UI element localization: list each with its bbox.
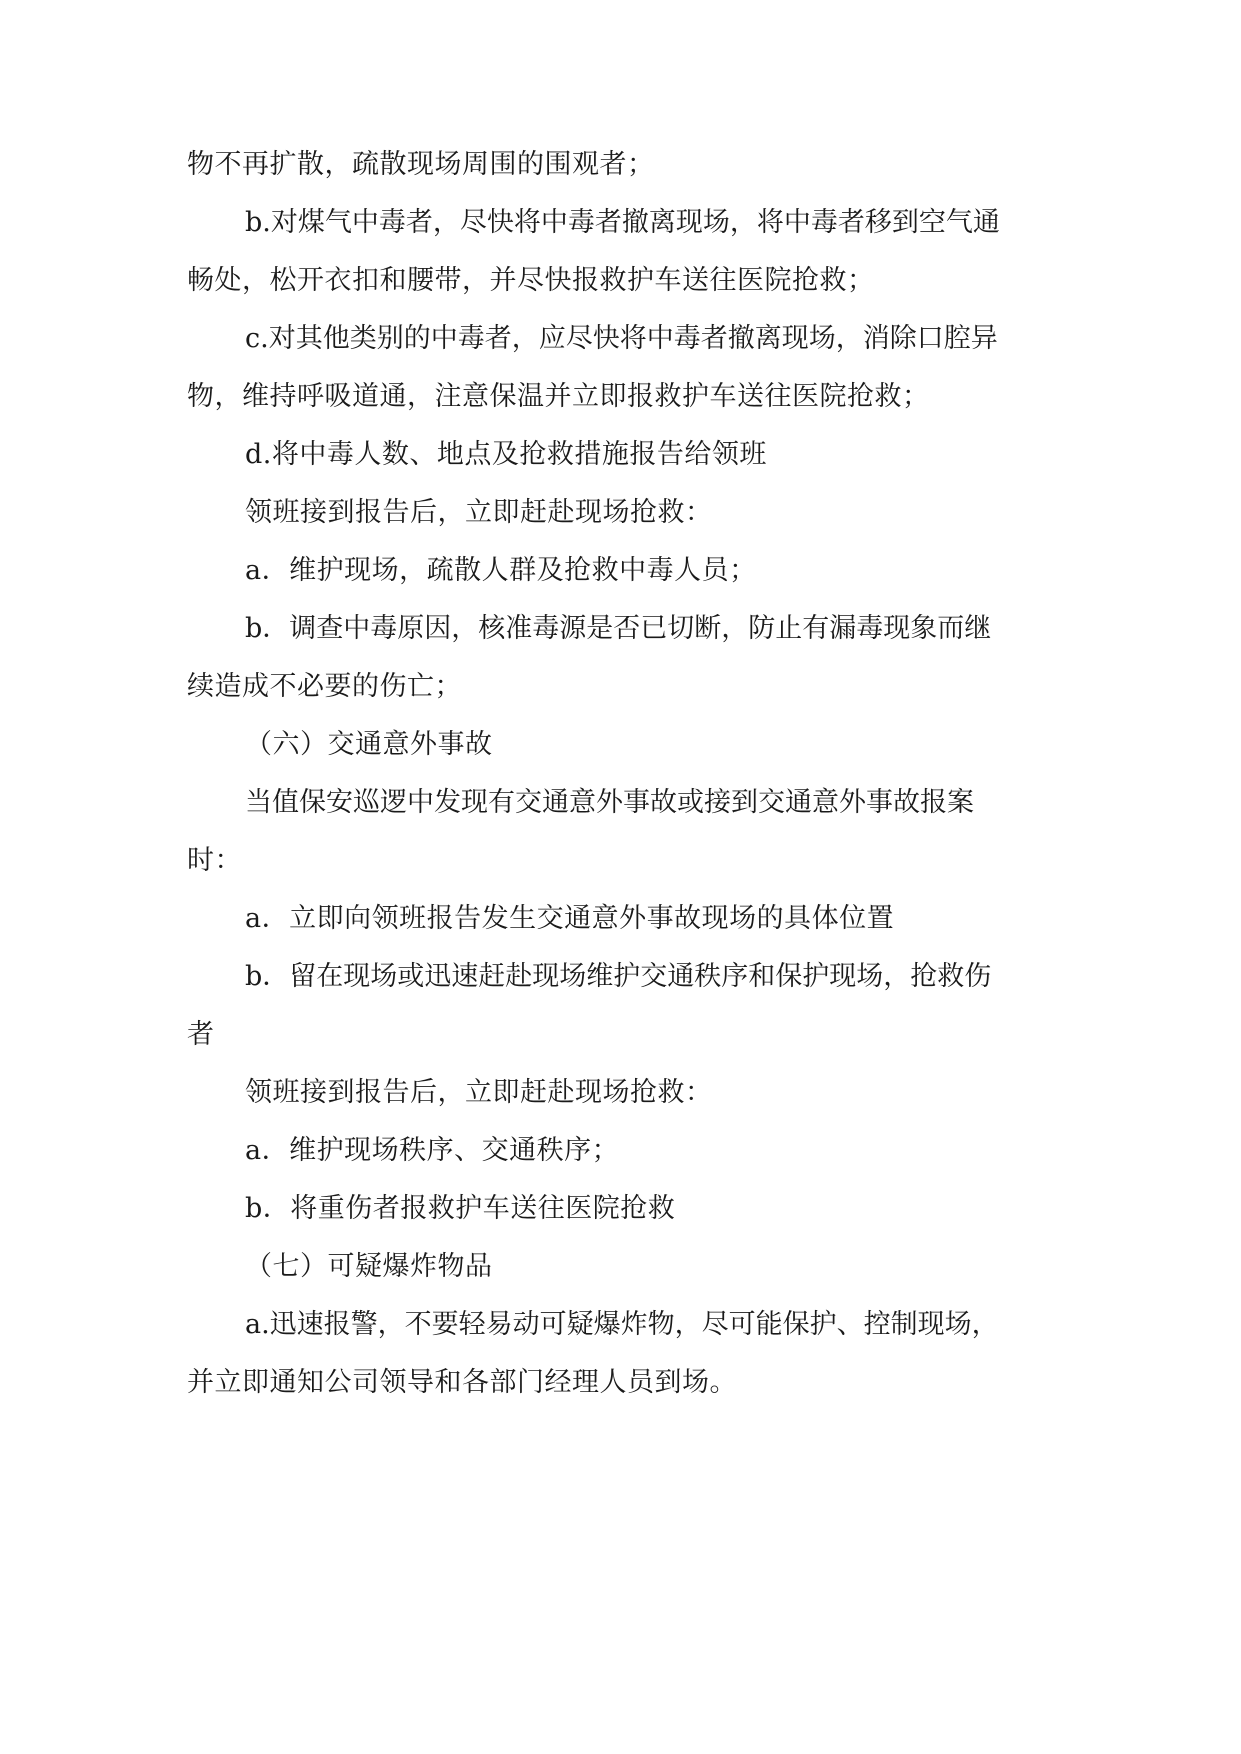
- text-line-9: b．调查中毒原因，核准毒源是否已切断，防止有漏毒现象而继: [245, 613, 992, 644]
- text-line-5: 物，维持呼吸道通，注意保温并立即报救护车送往医院抢救；: [187, 381, 930, 412]
- text-line-19: b．将重伤者报救护车送往医院抢救: [245, 1193, 676, 1224]
- text-line-4: c.对其他类别的中毒者，应尽快将中毒者撤离现场，消除口腔异: [245, 323, 998, 354]
- text-line-2: b.对煤气中毒者，尽快将中毒者撤离现场，将中毒者移到空气通: [245, 207, 1000, 238]
- text-line-10: 续造成不必要的伤亡；: [187, 671, 462, 702]
- text-line-15: b．留在现场或迅速赶赴现场维护交通秩序和保护现场，抢救伤: [245, 961, 992, 992]
- text-line-8: a．维护现场，疏散人群及抢救中毒人员；: [245, 555, 757, 586]
- text-line-13: 时：: [187, 845, 242, 876]
- text-line-21: a.迅速报警，不要轻易动可疑爆炸物，尽可能保护、控制现场，: [245, 1309, 999, 1340]
- text-line-7: 领班接到报告后，立即赶赴现场抢救：: [245, 497, 713, 528]
- section-heading-7: （七）可疑爆炸物品: [245, 1251, 493, 1282]
- text-line-18: a．维护现场秩序、交通秩序；: [245, 1135, 620, 1166]
- text-line-12: 当值保安巡逻中发现有交通意外事故或接到交通意外事故报案: [245, 787, 974, 818]
- text-line-1: 物不再扩散，疏散现场周围的围观者；: [187, 149, 655, 180]
- text-line-17: 领班接到报告后，立即赶赴现场抢救：: [245, 1077, 713, 1108]
- text-line-14: a．立即向领班报告发生交通意外事故现场的具体位置: [245, 903, 895, 934]
- text-line-22: 并立即通知公司领导和各部门经理人员到场。: [187, 1367, 737, 1398]
- text-line-16: 者: [187, 1019, 215, 1050]
- text-line-3: 畅处，松开衣扣和腰带，并尽快报救护车送往医院抢救；: [187, 265, 875, 296]
- section-heading-6: （六）交通意外事故: [245, 729, 493, 760]
- text-line-6: d.将中毒人数、地点及抢救措施报告给领班: [245, 439, 767, 470]
